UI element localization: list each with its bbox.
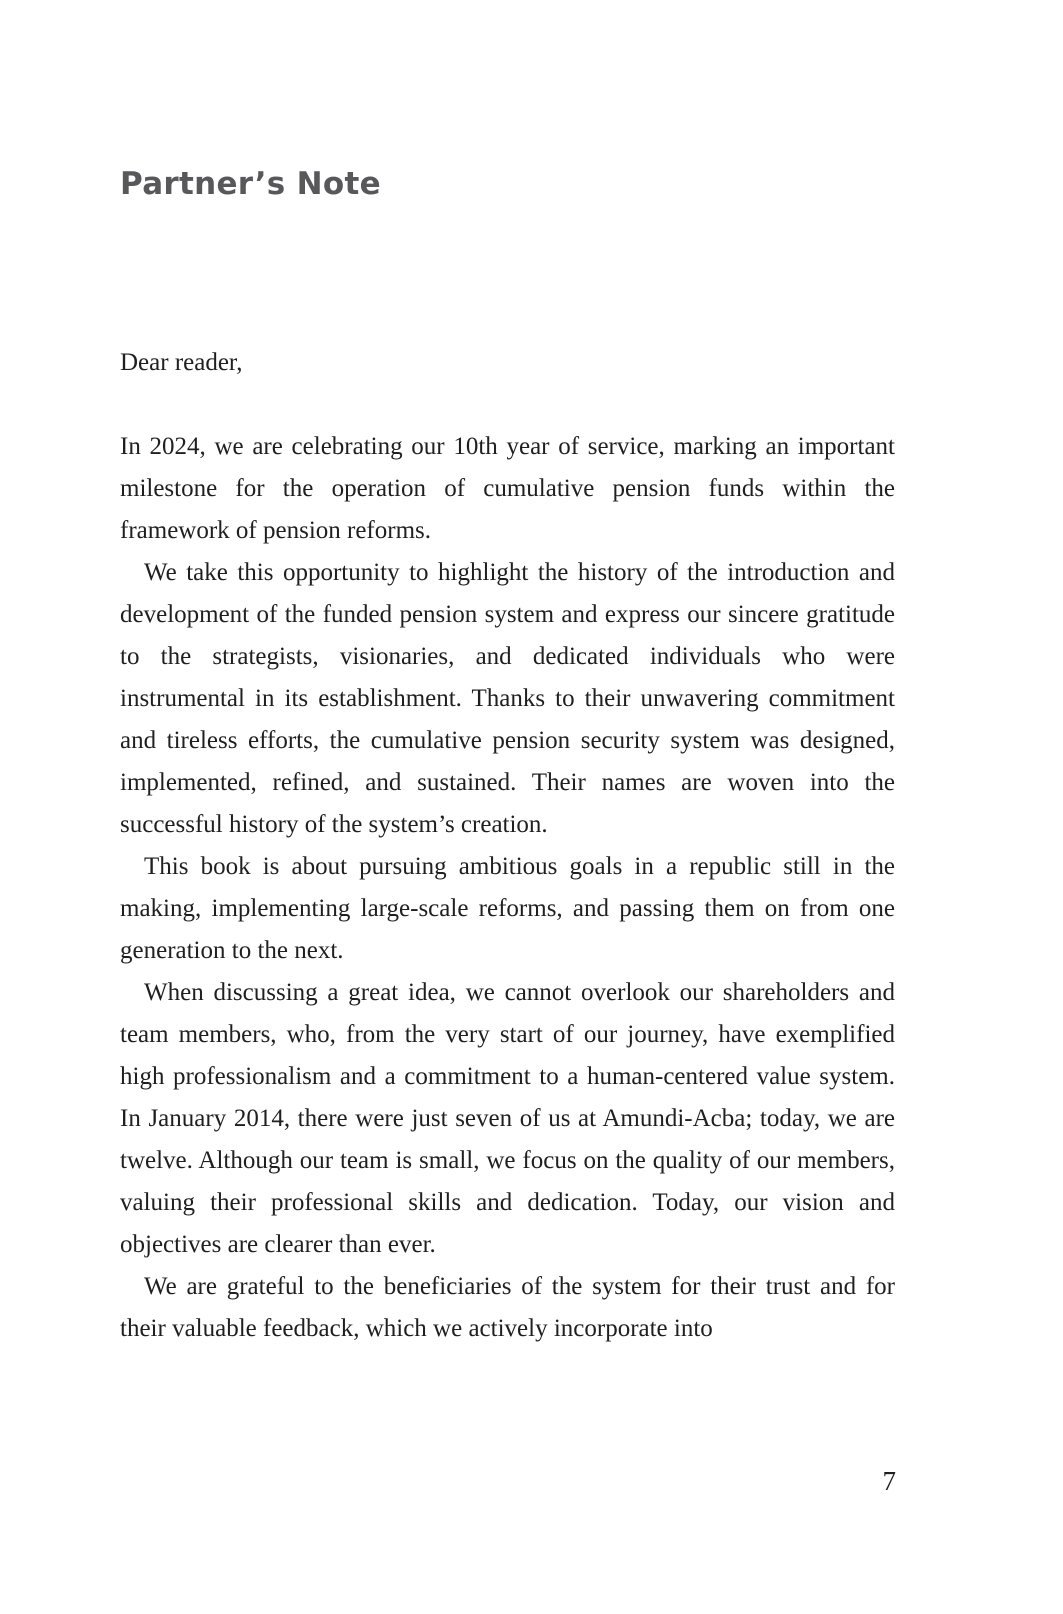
letter-body bbox=[120, 342, 895, 1350]
page-title: Partner’s Note bbox=[120, 166, 381, 202]
salutation: Dear reader, bbox=[120, 349, 243, 376]
page-number: 7 bbox=[882, 1466, 896, 1496]
paragraph: We are grateful to the beneficiaries of the system for their trust and for their valuable feedback, which we actively incorporate into bbox=[120, 1273, 895, 1342]
paragraph: When discussing a great idea, we cannot overlook our shareholders and team members, who, from the very start of our journey, have exemplified high professionalism and a commitment to a human-centered value system. In January 2014, there were just seven of us at Amundi-Acba; today, we are twelve. Although our team is small, we focus on the quality of our members, valuing their professional skills and dedication. Today, our vision and objectives are clearer than ever. bbox=[120, 979, 895, 1258]
paragraph: We take this opportunity to highlight the history of the introduction and development of the funded pension system and express our sincere gratitude to the strategists, visionaries, and dedicated individuals who were instrumental in its establishment. Thanks to their unwavering commitment and tireless efforts, the cumulative pension security system was designed, implemented, refined, and sustained. Their names are woven into the successful history of the system’s creation. bbox=[120, 559, 895, 838]
paragraph: In 2024, we are celebrating our 10th year of service, marking an important milestone for the operation of cumulative pension funds within the framework of pension reforms. bbox=[120, 433, 895, 544]
paragraph: This book is about pursuing ambitious goals in a republic still in the making, implementing large-scale reforms, and passing them on from one generation to the next. bbox=[120, 853, 895, 964]
